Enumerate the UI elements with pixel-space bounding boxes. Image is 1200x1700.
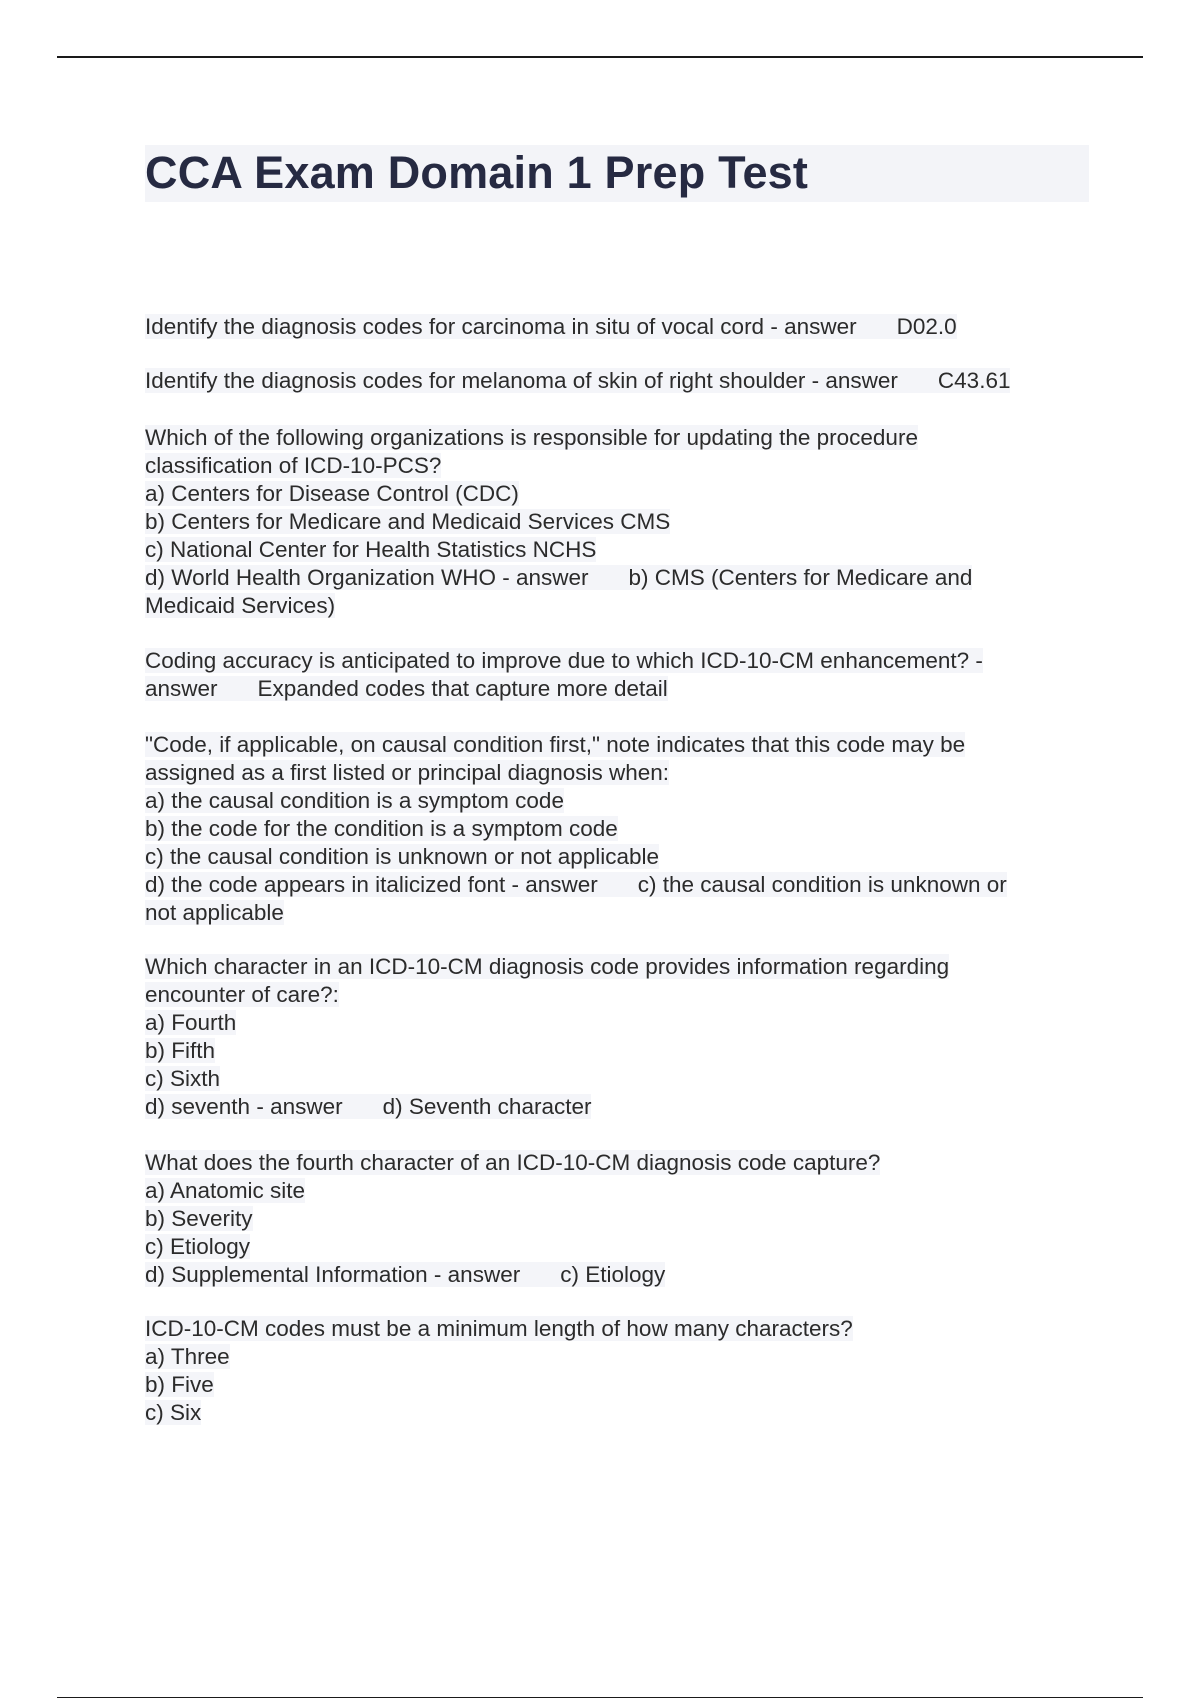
option-line: d) the code appears in italicized font [145,872,506,897]
option-line: a) the causal condition is a symptom code [145,788,564,813]
option-line: c) National Center for Health Statistics NCHS [145,537,597,562]
option-line: a) Centers for Disease Control (CDC) [145,481,519,506]
question-line: "Code, if applicable, on causal condition first," note indicates that this code may be [145,732,966,757]
answer-marker: - answer [811,368,898,393]
answer-marker: - answer [770,314,857,339]
answer-marker: answer [145,676,218,701]
option-line: b) Centers for Medicare and Medicaid Services CMS [145,509,671,534]
option-line: c) Sixth [145,1066,221,1091]
question-line: What does the fourth character of an ICD-10-CM diagnosis code capture? [145,1150,881,1175]
answer-text: c) Etiology [560,1262,666,1287]
question-line: Identify the diagnosis codes for melanoma of skin of right shoulder [145,368,806,393]
answer-marker: - answer [433,1262,521,1287]
option-line: c) Six [145,1400,202,1425]
answer-marker: - answer [256,1094,343,1119]
option-line: b) the code for the condition is a symptom code [145,816,618,841]
answer-text-cont: Medicaid Services) [145,593,336,618]
bottom-rule [57,1697,1143,1698]
answer-text: Expanded codes that capture more detail [257,676,668,701]
question-line: Coding accuracy is anticipated to improve due to which ICD-10-CM enhancement? - [145,648,983,673]
option-line: a) Three [145,1344,230,1369]
option-line: d) Supplemental Information [145,1262,428,1287]
question-line: ICD-10-CM codes must be a minimum length of how many characters? [145,1316,853,1341]
question-line: Identify the diagnosis codes for carcinoma in situ of vocal cord [145,314,765,339]
option-line: b) Severity [145,1206,253,1231]
answer-text-cont: not applicable [145,900,284,925]
answer-marker: - answer [502,565,589,590]
qa-item [145,731,1007,927]
qa-item [145,424,972,620]
top-rule [57,56,1143,58]
answer-text: b) CMS (Centers for Medicare and [628,565,973,590]
answer-text: d) Seventh character [382,1094,592,1119]
question-line: Which of the following organizations is responsible for updating the procedure [145,425,918,450]
option-line: c) the causal condition is unknown or not applicable [145,844,660,869]
option-line: a) Fourth [145,1010,237,1035]
question-line: classification of ICD-10-PCS? [145,453,442,478]
answer-text: c) the causal condition is unknown or [637,872,1007,897]
page-title: CCA Exam Domain 1 Prep Test [145,147,809,198]
qa-item [145,1315,853,1427]
answer-text: C43.61 [937,368,1011,393]
option-line: d) seventh [145,1094,251,1119]
question-line: Which character in an ICD-10-CM diagnosis code provides information regarding [145,954,950,979]
qa-item [145,313,957,341]
option-line: c) Etiology [145,1234,251,1259]
qa-item [145,647,983,703]
answer-text: D02.0 [896,314,957,339]
answer-marker: - answer [511,872,598,897]
option-line: b) Five [145,1372,214,1397]
option-line: d) World Health Organization WHO [145,565,496,590]
question-line: encounter of care?: [145,982,339,1007]
question-line: assigned as a first listed or principal diagnosis when: [145,760,670,785]
qa-item [145,1149,880,1289]
option-line: b) Fifth [145,1038,216,1063]
qa-item [145,367,1010,395]
option-line: a) Anatomic site [145,1178,306,1203]
qa-item [145,953,949,1121]
